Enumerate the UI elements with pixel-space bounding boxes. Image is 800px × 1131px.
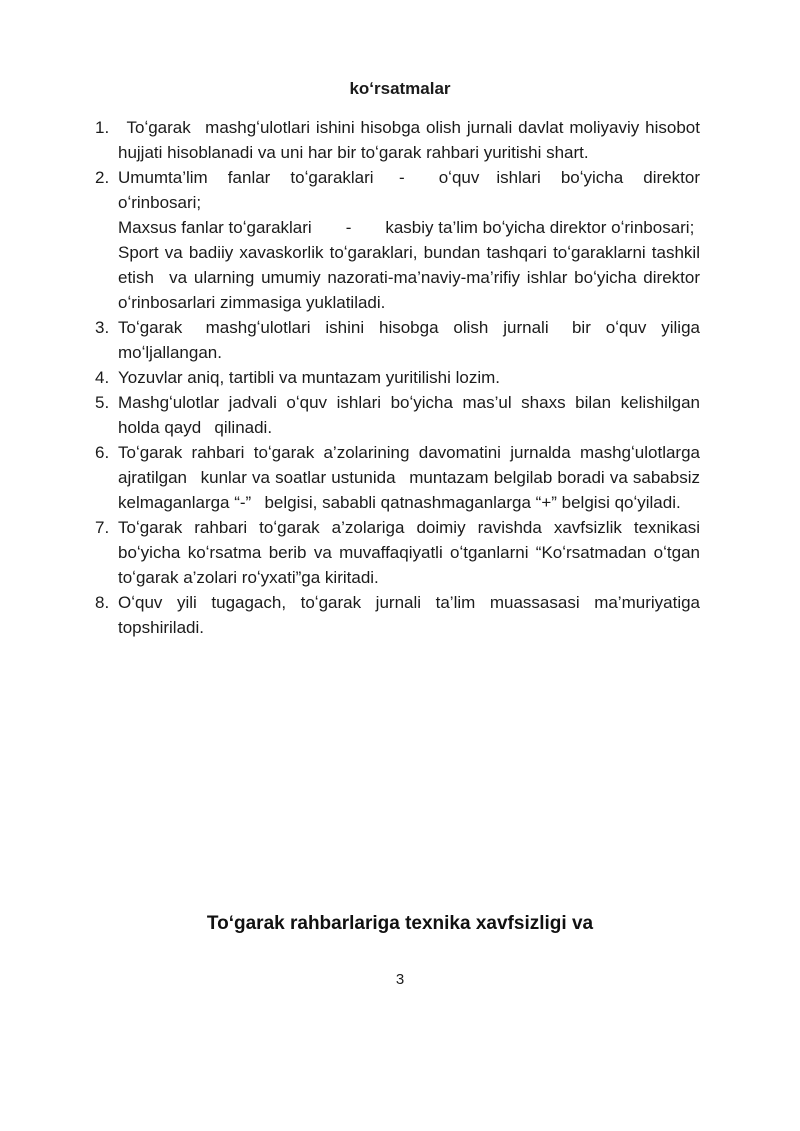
list-item-number: 6. xyxy=(95,443,110,462)
instructions-list xyxy=(95,115,700,640)
list-item-number: 1. xyxy=(95,118,110,137)
list-item-number: 8. xyxy=(95,593,110,612)
list-item-number: 5. xyxy=(95,393,110,412)
list-item-body xyxy=(118,115,700,165)
list-item-text: Sport va badiiy xavaskorlik toʻgaraklari, bundan tashqari toʻgaraklarni tashkil etish va ularning umumiy nazorati-ma’naviy-ma’rifiy ishlar boʻyicha direktor oʻrinbosarlari zimmasiga yuklatiladi. xyxy=(118,243,700,312)
list-item-text: Oʻquv yili tugagach, toʻgarak jurnali ta’lim muassasasi ma’muriyatiga topshiriladi. xyxy=(118,593,700,637)
page-number: 3 xyxy=(395,971,405,988)
list-item-text: Toʻgarak mashgʻulotlari ishini hisobga olish jurnali bir oʻquv yiliga moʻljallangan. xyxy=(118,318,700,362)
list-item-body xyxy=(118,515,700,590)
list-item-body xyxy=(118,590,700,640)
list-item-text: Umumta’lim fanlar toʻgaraklari - oʻquv ishlari boʻyicha direktor oʻrinbosari; xyxy=(118,168,700,212)
list-item-3 xyxy=(95,315,700,365)
list-item-number: 3. xyxy=(95,318,110,337)
list-item-4 xyxy=(95,365,700,390)
list-item-8 xyxy=(95,590,700,640)
list-item-text: Yozuvlar aniq, tartibli va muntazam yuritilishi lozim. xyxy=(118,368,501,387)
list-item-7 xyxy=(95,515,700,590)
list-item-body xyxy=(118,365,700,390)
list-item-body xyxy=(118,390,700,440)
list-item-number: 2. xyxy=(95,168,110,187)
list-item-2 xyxy=(95,165,700,315)
list-item-text: Toʻgarak rahbari toʻgarak a’zolariga doimiy ravishda xavfsizlik texnikasi boʻyicha koʻrsatma berib va muvaffaqiyatli oʻtganlarni “Koʻrsatmadan oʻtgan toʻgarak a’zolari roʻyxati”ga kiritadi. xyxy=(118,518,700,587)
list-item-5 xyxy=(95,390,700,440)
list-item-number: 4. xyxy=(95,368,110,387)
list-item-number: 7. xyxy=(95,518,110,537)
list-item-text: Mashgʻulotlar jadvali oʻquv ishlari boʻyicha mas’ul shaxs bilan kelishilgan holda qayd qilinadi. xyxy=(118,393,700,437)
list-item-body xyxy=(118,440,700,515)
list-item-text: Maxsus fanlar toʻgaraklari - kasbiy ta’lim boʻyicha direktor oʻrinbosari; xyxy=(118,218,695,237)
list-item-body xyxy=(118,315,700,365)
list-item-body xyxy=(118,165,700,315)
list-item-6 xyxy=(95,440,700,515)
section-heading: Toʻgarak rahbarlariga texnika xavfsizligi va xyxy=(206,913,594,934)
list-item-text: Toʻgarak rahbari toʻgarak a’zolarining davomatini jurnalda mashgʻulotlarga ajratilgan kunlar va soatlar ustunida muntazam belgilab boradi va sababsiz kelmaganlarga “-” belgisi, sababli qatnashmaganlarga “+” belgisi qoʻyiladi. xyxy=(118,443,700,512)
list-item-text: Toʻgarak mashgʻulotlari ishini hisobga olish jurnali davlat moliyaviy hisobot hujjati hisoblanadi va uni har bir toʻgarak rahbari yuritishi shart. xyxy=(118,118,700,162)
list-item-1 xyxy=(95,115,700,165)
page-title: koʻrsatmalar xyxy=(349,79,451,98)
